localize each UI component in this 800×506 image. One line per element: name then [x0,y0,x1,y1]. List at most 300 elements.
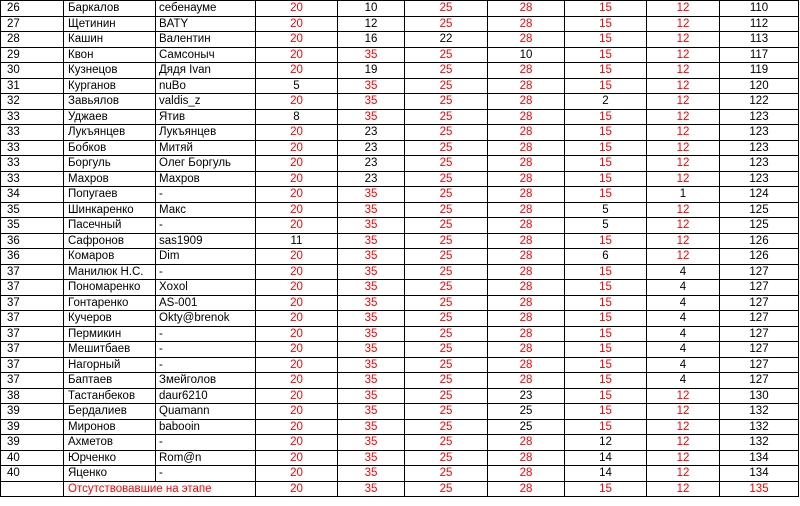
total-cell: 126 [720,233,799,249]
nickname-cell: - [156,342,256,358]
score-cell-stage-3: 25 [405,249,488,265]
total-cell: 120 [720,78,799,94]
nickname-cell: AS-001 [156,295,256,311]
total-cell: 130 [720,388,799,404]
score-cell-stage-1: 20 [256,32,338,48]
score-cell-stage-6: 12 [647,218,720,234]
score-cell-stage-6: 12 [647,1,720,17]
table-row [1,94,799,110]
total-cell: 123 [720,171,799,187]
score-cell-stage-2: 35 [338,450,405,466]
score-cell-stage-4: 28 [488,218,565,234]
score-cell-stage-1: 20 [256,342,338,358]
surname-cell: Ахметов [64,435,156,451]
nickname-cell: sas1909 [156,233,256,249]
score-cell-stage-2: 35 [338,202,405,218]
nickname-cell: Самсоныч [156,47,256,63]
table-row [1,47,799,63]
score-cell-stage-2: 16 [338,32,405,48]
score-cell-stage-2: 35 [338,388,405,404]
score-cell-stage-5: 2 [565,94,647,110]
surname-cell: Кузнецов [64,63,156,79]
score-cell-stage-2: 35 [338,419,405,435]
place-cell: 37 [1,357,64,373]
score-cell-stage-6: 12 [647,47,720,63]
place-cell: 36 [1,249,64,265]
score-cell-stage-4: 28 [488,357,565,373]
surname-cell: Попугаев [64,187,156,203]
score-cell-stage-2: 35 [338,357,405,373]
surname-cell: Шинкаренко [64,202,156,218]
table-row [1,373,799,389]
total-cell: 117 [720,47,799,63]
place-cell: 40 [1,466,64,482]
score-cell-stage-5: 15 [565,373,647,389]
place-cell: 26 [1,1,64,17]
score-cell-stage-3: 25 [405,295,488,311]
table-row [1,450,799,466]
score-cell-stage-5: 15 [565,388,647,404]
place-cell: 33 [1,171,64,187]
place-cell: 37 [1,295,64,311]
surname-cell: Махров [64,171,156,187]
nickname-cell: Макс [156,202,256,218]
score-cell-stage-5: 15 [565,16,647,32]
score-cell-stage-5: 14 [565,466,647,482]
score-cell-stage-4: 28 [488,125,565,141]
surname-cell: Бобков [64,140,156,156]
surname-cell: Сафронов [64,233,156,249]
score-cell-stage-6: 12 [647,388,720,404]
score-cell-stage-6: 4 [647,264,720,280]
score-cell-stage-5: 15 [565,1,647,17]
score-cell-stage-4: 10 [488,47,565,63]
place-cell-empty [1,481,64,497]
total-cell: 112 [720,16,799,32]
score-cell-stage-3: 25 [405,326,488,342]
nickname-cell: - [156,435,256,451]
nickname-cell: Махров [156,171,256,187]
table-row [1,16,799,32]
surname-cell: Лукъянцев [64,125,156,141]
total-cell: 127 [720,280,799,296]
score-cell-stage-5: 5 [565,202,647,218]
score-cell-stage-4: 28 [488,94,565,110]
absent-score-stage-5: 15 [565,481,647,497]
total-cell: 134 [720,466,799,482]
score-cell-stage-3: 25 [405,218,488,234]
surname-cell: Юрченко [64,450,156,466]
score-cell-stage-6: 12 [647,16,720,32]
total-cell: 123 [720,156,799,172]
score-cell-stage-4: 28 [488,156,565,172]
score-cell-stage-5: 15 [565,140,647,156]
score-cell-stage-5: 15 [565,109,647,125]
score-cell-stage-1: 20 [256,280,338,296]
score-cell-stage-2: 35 [338,280,405,296]
score-cell-stage-3: 25 [405,47,488,63]
score-cell-stage-2: 35 [338,404,405,420]
surname-cell: Баркалов [64,1,156,17]
surname-cell: Кучеров [64,311,156,327]
table-row [1,218,799,234]
surname-cell: Пермикин [64,326,156,342]
table-row [1,357,799,373]
nickname-cell: Олег Боргуль [156,156,256,172]
score-cell-stage-2: 35 [338,264,405,280]
total-cell: 127 [720,264,799,280]
score-cell-stage-4: 28 [488,187,565,203]
score-cell-stage-5: 15 [565,326,647,342]
place-cell: 28 [1,32,64,48]
score-cell-stage-6: 12 [647,171,720,187]
score-cell-stage-1: 11 [256,233,338,249]
score-cell-stage-3: 25 [405,404,488,420]
score-cell-stage-2: 23 [338,140,405,156]
score-cell-stage-5: 15 [565,125,647,141]
table-row [1,109,799,125]
score-cell-stage-3: 25 [405,311,488,327]
total-cell: 132 [720,404,799,420]
total-cell: 110 [720,1,799,17]
total-cell: 113 [720,32,799,48]
total-cell: 127 [720,373,799,389]
score-cell-stage-5: 15 [565,357,647,373]
absent-score-stage-1: 20 [256,481,338,497]
place-cell: 37 [1,264,64,280]
score-cell-stage-5: 15 [565,280,647,296]
surname-cell: Мешитбаев [64,342,156,358]
score-cell-stage-4: 28 [488,342,565,358]
score-cell-stage-6: 12 [647,450,720,466]
table-row [1,125,799,141]
place-cell: 33 [1,156,64,172]
place-cell: 37 [1,373,64,389]
score-cell-stage-1: 20 [256,63,338,79]
nickname-cell: BATY [156,16,256,32]
total-cell: 122 [720,94,799,110]
score-cell-stage-5: 14 [565,450,647,466]
total-cell: 134 [720,450,799,466]
score-cell-stage-6: 12 [647,233,720,249]
nickname-cell: Okty@brenok [156,311,256,327]
score-cell-stage-2: 35 [338,249,405,265]
place-cell: 35 [1,218,64,234]
nickname-cell: - [156,264,256,280]
score-cell-stage-1: 20 [256,357,338,373]
total-cell: 132 [720,419,799,435]
surname-cell: Комаров [64,249,156,265]
score-cell-stage-6: 12 [647,156,720,172]
score-cell-stage-6: 12 [647,419,720,435]
surname-cell: Тастанбеков [64,388,156,404]
score-cell-stage-6: 12 [647,78,720,94]
total-cell: 127 [720,295,799,311]
nickname-cell: Dim [156,249,256,265]
score-cell-stage-3: 25 [405,187,488,203]
results-table-body [1,1,799,497]
score-cell-stage-3: 25 [405,264,488,280]
nickname-cell: Rom@n [156,450,256,466]
score-cell-stage-2: 35 [338,187,405,203]
table-row [1,202,799,218]
score-cell-stage-1: 8 [256,109,338,125]
score-cell-stage-2: 35 [338,94,405,110]
score-cell-stage-3: 25 [405,109,488,125]
total-cell: 125 [720,202,799,218]
score-cell-stage-6: 4 [647,357,720,373]
score-cell-stage-1: 20 [256,435,338,451]
score-cell-stage-5: 15 [565,47,647,63]
score-cell-stage-4: 28 [488,435,565,451]
score-cell-stage-4: 28 [488,450,565,466]
place-cell: 31 [1,78,64,94]
score-cell-stage-6: 1 [647,187,720,203]
score-cell-stage-4: 28 [488,264,565,280]
score-cell-stage-2: 23 [338,125,405,141]
score-cell-stage-6: 4 [647,311,720,327]
nickname-cell: Дядя Ivan [156,63,256,79]
score-cell-stage-4: 28 [488,249,565,265]
score-cell-stage-5: 15 [565,295,647,311]
place-cell: 37 [1,280,64,296]
nickname-cell: Валентин [156,32,256,48]
surname-cell: Щетинин [64,16,156,32]
surname-cell: Пономаренко [64,280,156,296]
score-cell-stage-1: 20 [256,140,338,156]
score-cell-stage-6: 12 [647,63,720,79]
score-cell-stage-2: 35 [338,295,405,311]
score-cell-stage-3: 25 [405,357,488,373]
score-cell-stage-2: 35 [338,311,405,327]
score-cell-stage-5: 15 [565,264,647,280]
place-cell: 30 [1,63,64,79]
total-cell: 127 [720,311,799,327]
score-cell-stage-6: 4 [647,280,720,296]
absent-total-cell: 135 [720,481,799,497]
score-cell-stage-3: 25 [405,342,488,358]
nickname-cell: Ятив [156,109,256,125]
score-cell-stage-5: 5 [565,218,647,234]
score-cell-stage-2: 35 [338,47,405,63]
score-cell-stage-2: 35 [338,78,405,94]
score-cell-stage-6: 12 [647,435,720,451]
score-cell-stage-6: 12 [647,32,720,48]
score-cell-stage-6: 12 [647,94,720,110]
place-cell: 32 [1,94,64,110]
score-cell-stage-2: 35 [338,435,405,451]
place-cell: 37 [1,311,64,327]
total-cell: 123 [720,140,799,156]
place-cell: 35 [1,202,64,218]
score-cell-stage-1: 20 [256,156,338,172]
table-row [1,435,799,451]
nickname-cell: Митяй [156,140,256,156]
score-cell-stage-3: 25 [405,63,488,79]
nickname-cell: - [156,466,256,482]
total-cell: 127 [720,357,799,373]
score-cell-stage-1: 20 [256,249,338,265]
score-cell-stage-1: 20 [256,295,338,311]
score-cell-stage-5: 15 [565,156,647,172]
surname-cell: Кашин [64,32,156,48]
table-row [1,466,799,482]
score-cell-stage-5: 15 [565,311,647,327]
score-cell-stage-2: 23 [338,156,405,172]
place-cell: 29 [1,47,64,63]
surname-cell: Квон [64,47,156,63]
table-row [1,311,799,327]
nickname-cell: - [156,357,256,373]
score-cell-stage-1: 20 [256,218,338,234]
score-cell-stage-2: 35 [338,326,405,342]
place-cell: 33 [1,109,64,125]
surname-cell: Миронов [64,419,156,435]
table-row [1,233,799,249]
score-cell-stage-5: 12 [565,435,647,451]
score-cell-stage-5: 6 [565,249,647,265]
nickname-cell: babooin [156,419,256,435]
table-row [1,280,799,296]
score-cell-stage-5: 15 [565,78,647,94]
table-row [1,249,799,265]
total-cell: 124 [720,187,799,203]
table-row [1,1,799,17]
nickname-cell: - [156,218,256,234]
place-cell: 37 [1,342,64,358]
place-cell: 37 [1,326,64,342]
surname-cell: Баптаев [64,373,156,389]
score-cell-stage-4: 23 [488,388,565,404]
surname-cell: Манилюк Н.С. [64,264,156,280]
surname-cell: Яценко [64,466,156,482]
score-cell-stage-6: 4 [647,342,720,358]
table-row [1,187,799,203]
total-cell: 132 [720,435,799,451]
score-cell-stage-5: 15 [565,404,647,420]
score-cell-stage-4: 28 [488,466,565,482]
table-row [1,32,799,48]
score-cell-stage-3: 25 [405,78,488,94]
place-cell: 33 [1,125,64,141]
score-cell-stage-4: 28 [488,280,565,296]
score-cell-stage-2: 35 [338,373,405,389]
surname-cell: Пасечный [64,218,156,234]
table-row [1,140,799,156]
table-row [1,156,799,172]
table-row [1,264,799,280]
nickname-cell: - [156,187,256,203]
score-cell-stage-1: 20 [256,450,338,466]
score-cell-stage-3: 25 [405,125,488,141]
surname-cell: Уджаев [64,109,156,125]
score-cell-stage-4: 28 [488,109,565,125]
score-cell-stage-2: 35 [338,109,405,125]
score-cell-stage-5: 15 [565,233,647,249]
absent-score-stage-4: 28 [488,481,565,497]
score-cell-stage-1: 20 [256,264,338,280]
score-cell-stage-5: 15 [565,171,647,187]
place-cell: 39 [1,404,64,420]
score-cell-stage-3: 25 [405,466,488,482]
score-cell-stage-2: 12 [338,16,405,32]
table-row [1,63,799,79]
score-cell-stage-1: 20 [256,47,338,63]
score-cell-stage-4: 28 [488,171,565,187]
place-cell: 38 [1,388,64,404]
score-cell-stage-6: 12 [647,249,720,265]
score-cell-stage-3: 25 [405,171,488,187]
absent-row [1,481,799,497]
score-cell-stage-2: 10 [338,1,405,17]
score-cell-stage-1: 20 [256,373,338,389]
score-cell-stage-4: 28 [488,373,565,389]
score-cell-stage-4: 28 [488,32,565,48]
score-cell-stage-3: 25 [405,419,488,435]
score-cell-stage-5: 15 [565,63,647,79]
score-cell-stage-1: 20 [256,419,338,435]
nickname-cell: daur6210 [156,388,256,404]
score-cell-stage-2: 35 [338,218,405,234]
score-cell-stage-4: 25 [488,419,565,435]
place-cell: 27 [1,16,64,32]
score-cell-stage-6: 12 [647,404,720,420]
score-cell-stage-6: 12 [647,140,720,156]
total-cell: 119 [720,63,799,79]
total-cell: 126 [720,249,799,265]
score-cell-stage-3: 25 [405,233,488,249]
table-row [1,171,799,187]
score-cell-stage-1: 20 [256,202,338,218]
score-cell-stage-1: 20 [256,171,338,187]
place-cell: 40 [1,450,64,466]
total-cell: 123 [720,109,799,125]
nickname-cell: Xoxol [156,280,256,296]
score-cell-stage-3: 25 [405,156,488,172]
absent-score-stage-3: 25 [405,481,488,497]
score-cell-stage-3: 22 [405,32,488,48]
score-cell-stage-3: 25 [405,94,488,110]
score-cell-stage-2: 35 [338,466,405,482]
table-row [1,388,799,404]
surname-cell: Завьялов [64,94,156,110]
table-row [1,419,799,435]
table-row [1,404,799,420]
score-cell-stage-5: 15 [565,419,647,435]
absent-score-stage-6: 12 [647,481,720,497]
nickname-cell: Лукъянцев [156,125,256,141]
place-cell: 33 [1,140,64,156]
score-cell-stage-1: 20 [256,94,338,110]
score-cell-stage-1: 20 [256,404,338,420]
nickname-cell: nuBo [156,78,256,94]
score-cell-stage-3: 25 [405,435,488,451]
score-cell-stage-1: 20 [256,187,338,203]
score-cell-stage-6: 12 [647,125,720,141]
score-cell-stage-3: 25 [405,450,488,466]
score-cell-stage-1: 20 [256,326,338,342]
nickname-cell: Quamann [156,404,256,420]
surname-cell: Бердалиев [64,404,156,420]
absent-score-stage-2: 35 [338,481,405,497]
place-cell: 34 [1,187,64,203]
score-cell-stage-3: 25 [405,373,488,389]
score-cell-stage-1: 20 [256,125,338,141]
score-cell-stage-4: 28 [488,1,565,17]
table-row [1,78,799,94]
score-cell-stage-2: 19 [338,63,405,79]
nickname-cell: Змейголов [156,373,256,389]
